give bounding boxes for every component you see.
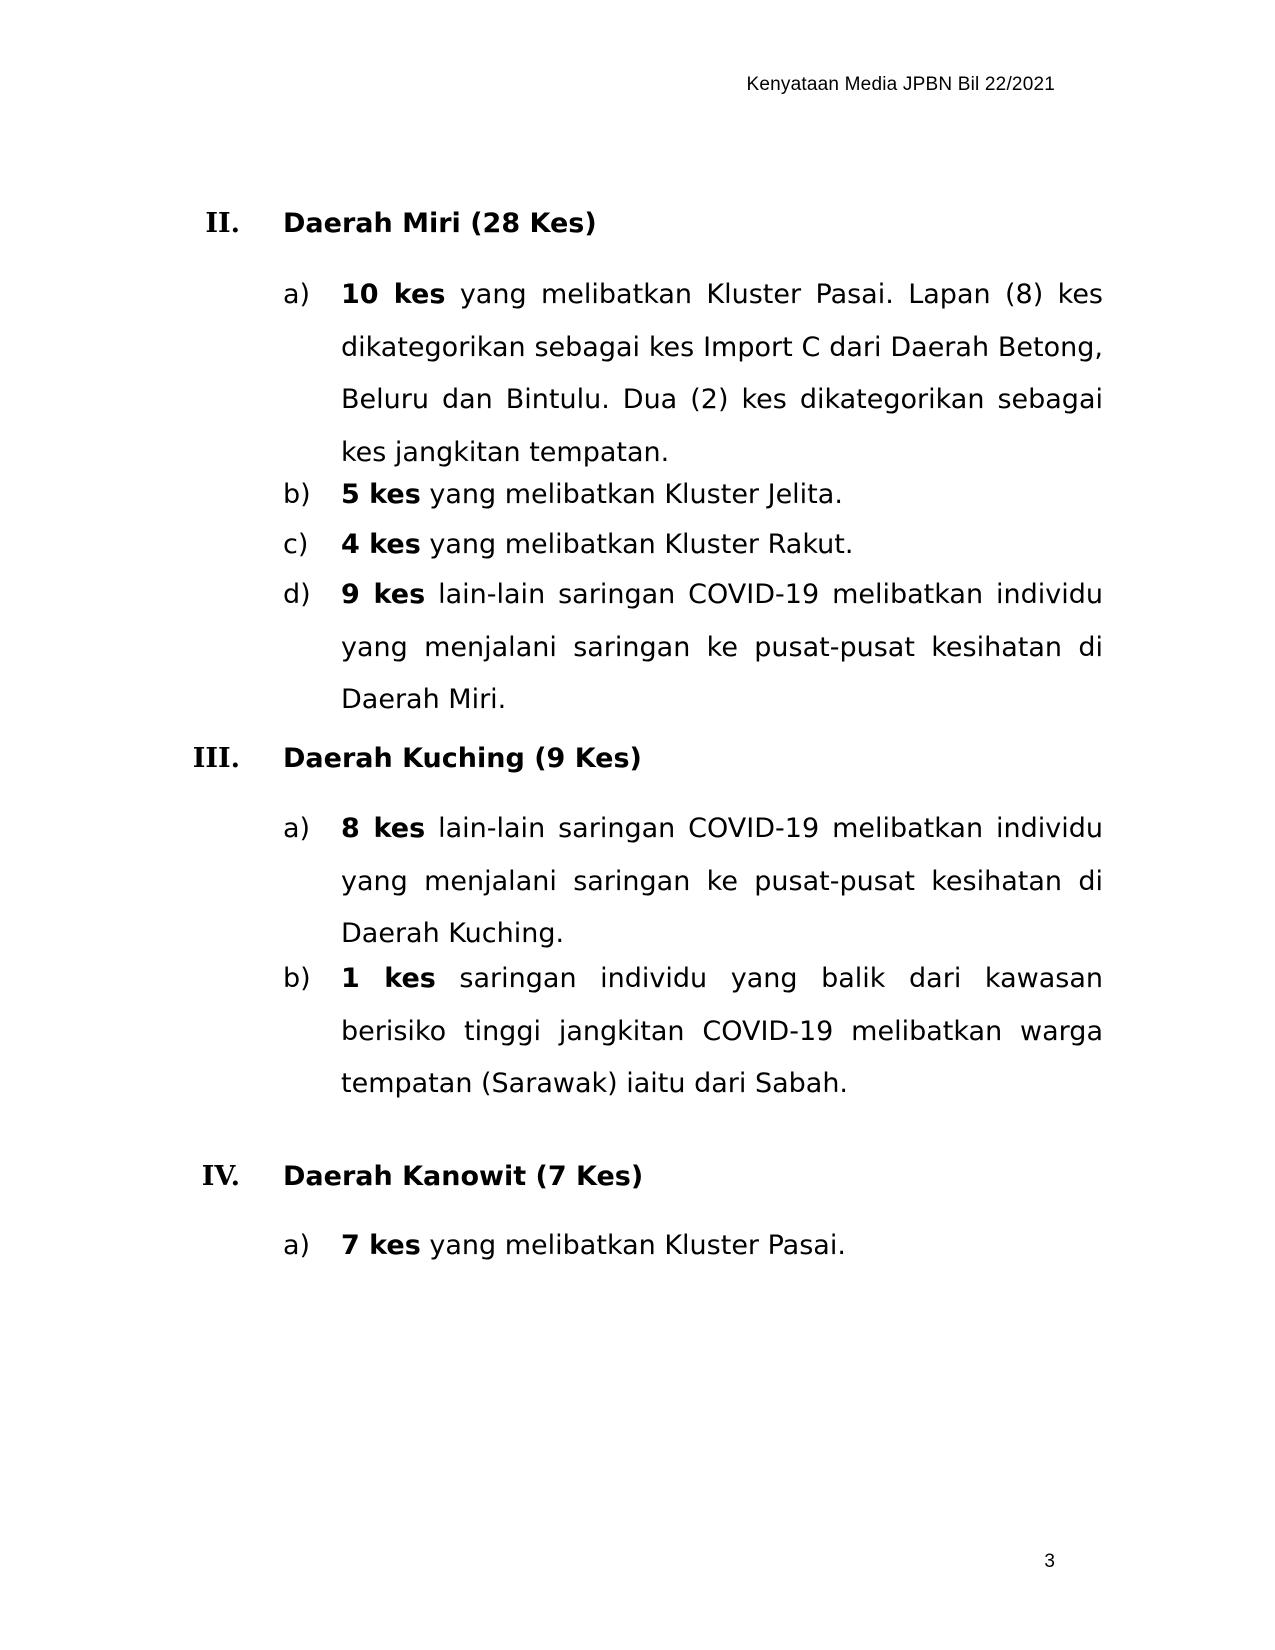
item-description: yang melibatkan Kluster Pasai. Lapan (8) kes dikategorikan sebagai kes Import C dari Daerah Betong, Beluru dan Bintulu. Dua (2) kes dikategorikan sebagai kes jangkitan tempatan.: [341, 279, 1103, 468]
item-text: [341, 803, 1103, 961]
item-description: yang melibatkan Kluster Jelita.: [420, 479, 843, 510]
item-letter: a): [283, 1230, 311, 1261]
item-text: [341, 519, 1103, 572]
item-description: lain-lain saringan COVID-19 melibatkan individu yang menjalani saringan ke pusat-pusat kesihatan di Daerah Kuching.: [341, 813, 1103, 949]
item-description: saringan individu yang balik dari kawasan berisiko tinggi jangkitan COVID-19 melibatkan warga tempatan (Sarawak) iaitu dari Sabah.: [341, 963, 1103, 1099]
section-numeral: II.: [205, 208, 240, 239]
item-count: 9 kes: [341, 579, 426, 610]
section-numeral: III.: [192, 743, 240, 774]
item-count: 1 kes: [341, 963, 436, 994]
section-title: Daerah Miri (28 Kes): [283, 208, 597, 239]
item-text: [341, 569, 1103, 727]
item-description: yang melibatkan Kluster Rakut.: [420, 529, 854, 560]
item-count: 10 kes: [341, 279, 446, 310]
section-title: Daerah Kuching (9 Kes): [283, 743, 642, 774]
running-header: Kenyataan Media JPBN Bil 22/2021: [746, 74, 1055, 95]
item-count: 8 kes: [341, 813, 426, 844]
item-letter: c): [283, 529, 309, 560]
item-text: [341, 953, 1103, 1111]
item-letter: b): [283, 963, 311, 994]
item-description: lain-lain saringan COVID-19 melibatkan individu yang menjalani saringan ke pusat-pusat kesihatan di Daerah Miri.: [341, 579, 1103, 715]
item-count: 7 kes: [341, 1230, 421, 1261]
section-numeral: IV.: [201, 1161, 240, 1192]
item-text: [341, 1220, 1103, 1273]
item-count: 5 kes: [341, 479, 421, 510]
item-text: [341, 469, 1103, 522]
item-count: 4 kes: [341, 529, 421, 560]
item-letter: b): [283, 479, 311, 510]
item-description: yang melibatkan Kluster Pasai.: [420, 1230, 846, 1261]
item-letter: d): [283, 579, 311, 610]
item-text: [341, 269, 1103, 479]
item-letter: a): [283, 813, 311, 844]
section-title: Daerah Kanowit (7 Kes): [283, 1161, 644, 1192]
page-number: 3: [1044, 1551, 1055, 1572]
item-letter: a): [283, 279, 311, 310]
